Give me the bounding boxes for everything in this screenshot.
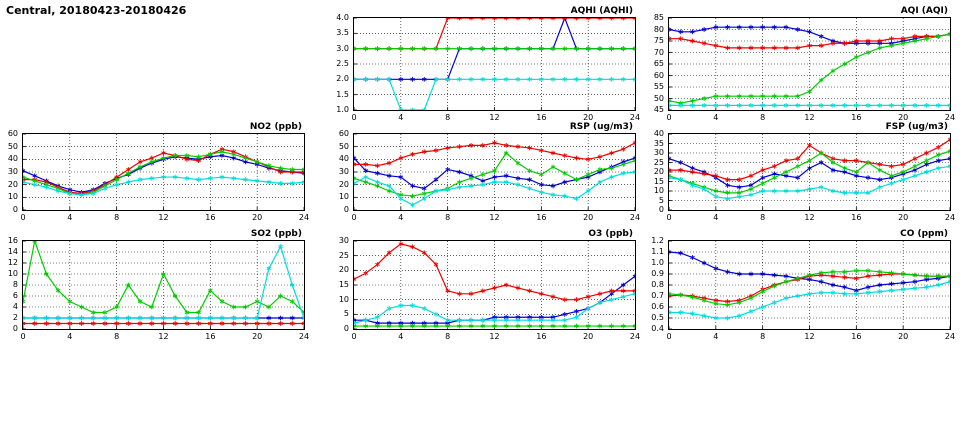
- chart-title-aqi: AQI (AQI): [900, 6, 948, 16]
- series-marker: [23, 299, 25, 304]
- xtick-label: 20: [898, 213, 909, 222]
- xtick-label: 20: [898, 332, 909, 341]
- ytick-label: 0: [12, 205, 18, 214]
- ytick-label: 40: [338, 154, 349, 164]
- xtick-label: 4: [67, 332, 73, 341]
- series-marker: [796, 164, 800, 169]
- xtick-label: 12: [158, 213, 169, 222]
- plot-area-rsp: [353, 133, 636, 211]
- series-marker: [610, 18, 614, 20]
- ytick-label: 30: [338, 236, 349, 245]
- xtick-label: 16: [851, 113, 862, 122]
- chart-title-so2: SO2 (ppb): [250, 229, 302, 239]
- xtick-label: 12: [489, 113, 500, 122]
- chart-title-fsp: FSP (ug/m3): [885, 122, 948, 132]
- ytick-label: 30: [7, 167, 18, 176]
- xtick-label: 4: [67, 213, 73, 222]
- series-marker: [586, 18, 590, 20]
- xtick-label: 4: [398, 332, 404, 341]
- series-marker: [504, 18, 508, 20]
- series-marker: [255, 299, 259, 304]
- ytick-label: 5: [343, 309, 349, 319]
- ytick-label: 20: [653, 167, 664, 176]
- xtick-label: 20: [583, 213, 594, 222]
- ytick-label: 5: [658, 195, 664, 205]
- series-marker: [598, 18, 602, 20]
- plot-area-fsp: [668, 133, 951, 211]
- xtick-label: 0: [666, 113, 672, 122]
- series-marker: [539, 18, 543, 20]
- xtick-label: 0: [20, 332, 26, 341]
- series-marker: [878, 168, 882, 173]
- ytick-label: 30: [653, 148, 664, 157]
- series-marker: [516, 18, 520, 20]
- series-marker: [913, 164, 917, 169]
- xtick-label: 20: [252, 332, 263, 341]
- series-marker: [551, 18, 555, 20]
- ytick-label: 2.5: [336, 59, 349, 68]
- plot-canvas-fsp: [669, 134, 950, 210]
- xtick-label: 24: [298, 332, 310, 341]
- xtick-label: 4: [398, 213, 404, 222]
- ytick-label: 0: [343, 205, 349, 214]
- series-marker: [563, 18, 567, 20]
- xtick-label: 12: [489, 213, 500, 222]
- xtick-label: 8: [445, 113, 451, 122]
- xtick-label: 16: [851, 213, 862, 222]
- series-marker: [492, 18, 496, 20]
- xtick-label: 20: [252, 213, 263, 222]
- xtick-label: 20: [898, 113, 909, 122]
- ytick-label: 0.5: [651, 313, 664, 322]
- plot-area-o3: [353, 240, 636, 330]
- ytick-label: 85: [653, 13, 664, 22]
- xtick-label: 8: [114, 213, 120, 222]
- series-marker: [761, 181, 765, 186]
- chart-title-rsp: RSP (ug/m3): [569, 122, 633, 132]
- plot-area-no2: [22, 133, 305, 211]
- ytick-label: 10: [7, 269, 18, 278]
- xtick-label: 4: [713, 213, 719, 222]
- series-marker: [410, 203, 414, 208]
- ytick-label: 75: [653, 36, 664, 45]
- ytick-label: 15: [338, 280, 349, 289]
- ytick-label: 15: [653, 176, 664, 186]
- ytick-label: 25: [338, 250, 349, 260]
- xtick-label: 12: [804, 113, 815, 122]
- page-title: Central, 20180423-20180426: [6, 4, 187, 17]
- ytick-label: 35: [653, 138, 664, 148]
- ytick-label: 80: [653, 24, 664, 34]
- ytick-label: 60: [7, 129, 18, 138]
- ytick-label: 10: [7, 192, 18, 202]
- xtick-label: 8: [445, 213, 451, 222]
- chart-title-co: CO (ppm): [900, 229, 948, 239]
- plot-area-aqhi: [353, 17, 636, 111]
- plot-canvas-rsp: [354, 134, 635, 210]
- xtick-label: 24: [298, 213, 310, 222]
- series-marker: [621, 18, 625, 20]
- ytick-label: 6: [12, 291, 18, 300]
- ytick-label: 1.1: [651, 247, 664, 256]
- ytick-label: 12: [7, 258, 18, 267]
- ytick-label: 60: [338, 129, 349, 138]
- xtick-label: 0: [351, 113, 357, 122]
- series-marker: [434, 312, 438, 317]
- series-marker: [399, 108, 403, 110]
- ytick-label: 0: [658, 205, 664, 214]
- xtick-label: 24: [944, 332, 956, 341]
- series-marker: [913, 156, 917, 161]
- ytick-label: 0: [12, 324, 18, 333]
- chart-title-o3: O3 (ppb): [588, 229, 633, 239]
- ytick-label: 50: [653, 93, 664, 103]
- series-marker: [784, 170, 788, 175]
- series-marker: [772, 175, 776, 180]
- plot-canvas-aqi: [669, 18, 950, 110]
- ytick-label: 0: [343, 324, 349, 333]
- xtick-label: 0: [666, 213, 672, 222]
- ytick-label: 1.5: [336, 89, 349, 99]
- ytick-label: 65: [653, 59, 664, 68]
- plot-canvas-co: [669, 241, 950, 329]
- xtick-label: 24: [629, 332, 641, 341]
- ytick-label: 1.0: [336, 105, 349, 114]
- series-marker: [457, 18, 461, 20]
- series-marker: [469, 18, 473, 20]
- ytick-label: 20: [338, 179, 349, 189]
- ytick-label: 8: [12, 280, 18, 289]
- xtick-label: 16: [205, 332, 216, 341]
- xtick-label: 8: [114, 332, 120, 341]
- xtick-label: 8: [760, 113, 766, 122]
- ytick-label: 40: [7, 154, 18, 164]
- series-marker: [481, 18, 485, 20]
- ytick-label: 1.0: [651, 258, 664, 267]
- ytick-label: 1.2: [651, 236, 664, 245]
- ytick-label: 20: [7, 179, 18, 189]
- ytick-label: 0.6: [651, 302, 664, 311]
- xtick-label: 0: [351, 332, 357, 341]
- plot-canvas-aqhi: [354, 18, 635, 110]
- xtick-label: 20: [583, 332, 594, 341]
- series-marker: [551, 165, 555, 170]
- ytick-label: 2: [12, 313, 18, 322]
- xtick-label: 20: [583, 113, 594, 122]
- xtick-label: 12: [804, 332, 815, 341]
- xtick-label: 0: [20, 213, 26, 222]
- xtick-label: 16: [536, 213, 547, 222]
- xtick-label: 0: [351, 213, 357, 222]
- ytick-label: 3.5: [336, 28, 349, 38]
- xtick-label: 4: [713, 113, 719, 122]
- ytick-label: 10: [338, 294, 349, 304]
- xtick-label: 16: [205, 213, 216, 222]
- chart-title-aqhi: AQHI (AQHI): [570, 6, 633, 16]
- ytick-label: 70: [653, 47, 664, 57]
- ytick-label: 0.8: [651, 280, 664, 289]
- xtick-label: 24: [629, 113, 641, 122]
- xtick-label: 8: [760, 213, 766, 222]
- ytick-label: 40: [653, 129, 664, 138]
- xtick-label: 8: [760, 332, 766, 341]
- plot-canvas-o3: [354, 241, 635, 329]
- ytick-label: 60: [653, 70, 664, 80]
- xtick-label: 16: [536, 332, 547, 341]
- xtick-label: 4: [398, 113, 404, 122]
- ytick-label: 16: [7, 236, 18, 245]
- ytick-label: 0.9: [651, 269, 664, 278]
- ytick-label: 10: [338, 192, 349, 202]
- series-marker: [925, 158, 929, 163]
- series-marker: [422, 196, 426, 201]
- ytick-label: 45: [653, 105, 664, 114]
- series-marker: [150, 305, 154, 310]
- chart-title-no2: NO2 (ppb): [249, 122, 302, 132]
- ytick-label: 4.0: [336, 13, 349, 22]
- ytick-label: 0.4: [651, 324, 664, 333]
- series-marker: [422, 108, 426, 110]
- xtick-label: 4: [713, 332, 719, 341]
- ytick-label: 30: [338, 167, 349, 176]
- xtick-label: 16: [851, 332, 862, 341]
- xtick-label: 12: [804, 213, 815, 222]
- plot-canvas-no2: [23, 134, 304, 210]
- ytick-label: 25: [653, 157, 664, 167]
- series-marker: [446, 18, 450, 20]
- ytick-label: 20: [338, 265, 349, 275]
- ytick-label: 14: [7, 247, 18, 256]
- ytick-label: 55: [653, 82, 664, 91]
- xtick-label: 12: [158, 332, 169, 341]
- xtick-label: 24: [629, 213, 641, 222]
- xtick-label: 0: [666, 332, 672, 341]
- series-marker: [574, 18, 578, 20]
- xtick-label: 24: [944, 113, 956, 122]
- ytick-label: 3.0: [336, 43, 349, 53]
- series-marker: [936, 145, 940, 150]
- plot-canvas-so2: [23, 241, 304, 329]
- ytick-label: 50: [338, 141, 349, 151]
- xtick-label: 24: [944, 213, 956, 222]
- ytick-label: 2.0: [336, 74, 349, 84]
- xtick-label: 8: [445, 332, 451, 341]
- xtick-label: 12: [489, 332, 500, 341]
- plot-area-aqi: [668, 17, 951, 111]
- ytick-label: 10: [653, 186, 664, 195]
- series-marker: [925, 151, 929, 156]
- series-marker: [33, 241, 37, 243]
- plot-area-co: [668, 240, 951, 330]
- ytick-label: 0.7: [651, 291, 664, 300]
- plot-area-so2: [22, 240, 305, 330]
- xtick-label: 16: [536, 113, 547, 122]
- series-marker: [410, 108, 414, 110]
- series-marker: [528, 18, 532, 20]
- ytick-label: 50: [7, 141, 18, 151]
- ytick-label: 4: [12, 302, 18, 311]
- series-marker: [563, 171, 567, 176]
